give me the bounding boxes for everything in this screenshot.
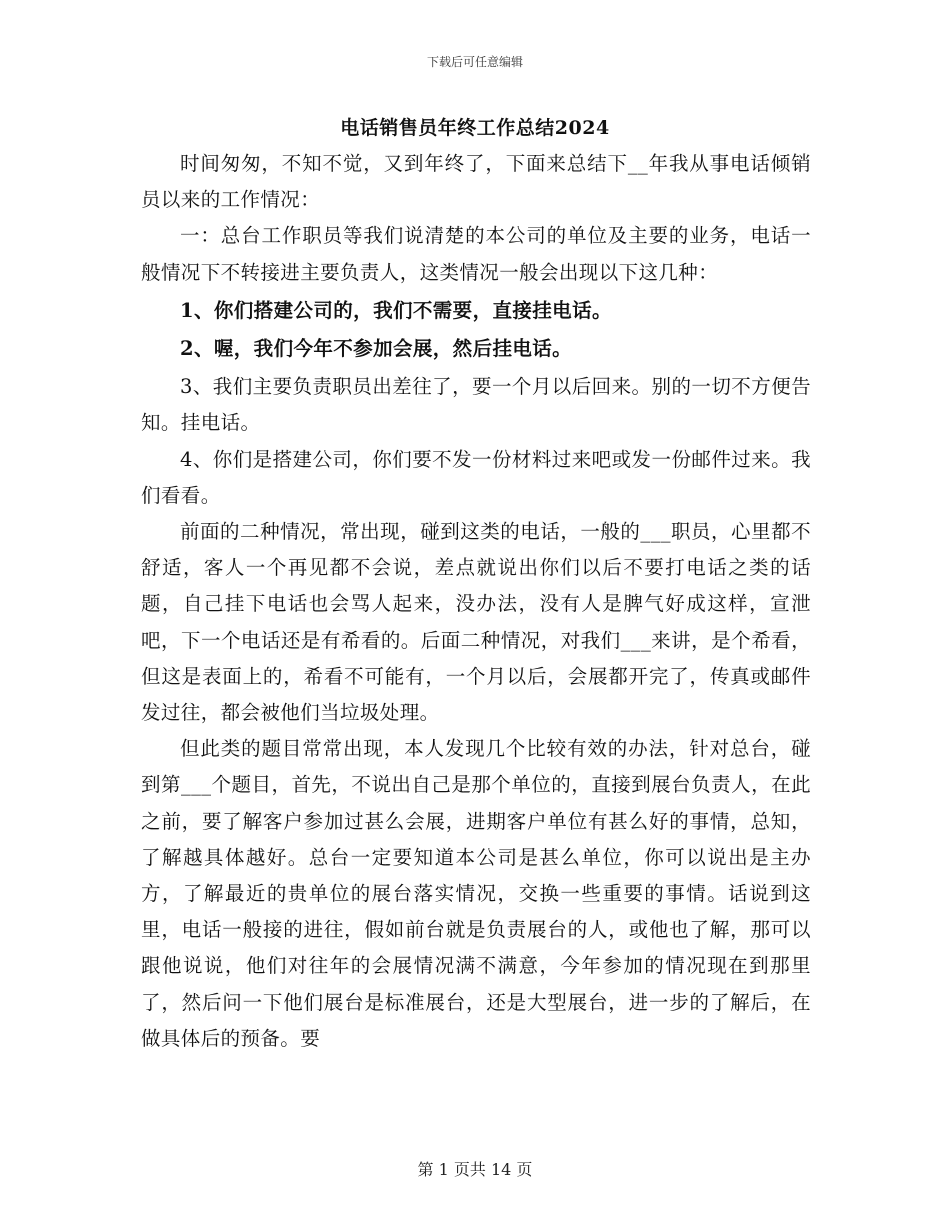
list-item-2: 2、喔，我们今年不参加会展，然后挂电话。 xyxy=(180,337,573,361)
list-item-4: 4、你们是搭建公司，你们要不发一份材料过来吧或发一份邮件过来。我们看看。 xyxy=(141,447,811,507)
paragraph-intro: 时间匆匆，不知不觉，又到年终了，下面来总结下__年我从事电话倾销员以来的工作情况： xyxy=(141,152,811,212)
document-body xyxy=(141,146,811,1057)
page-number: 第 1 页共 14 页 xyxy=(417,1160,533,1179)
header-note: 下载后可任意编辑 xyxy=(426,55,523,69)
paragraph-analysis: 前面的二种情况，常出现，碰到这类的电话，一般的___职员，心里都不舒适，客人一个再见都不会说，差点就说出你们以后不要打电话之类的话题，自己挂下电话也会骂人起来，没办法，没有人是脾气好成这样，宣泄吧，下一个电话还是有希看的。后面二种情况，对我们___来讲，是个希看，但这是表面上的，希看不可能有，一个月以后，会展都开完了，传真或邮件发过往，都会被他们当垃圾处理。 xyxy=(141,520,811,725)
paragraph-methods: 但此类的题目常常出现，本人发现几个比较有效的办法，针对总台，碰到第___个题目，首先，不说出自己是那个单位的，直接到展台负责人，在此之前，要了解客户参加过甚么会展，进期客户单位有甚么好的事情，总知，了解越具体越好。总台一定要知道本公司是甚么单位，你可以说出是主办方，了解最近的贵单位的展台落实情况，交换一些重要的事情。话说到这里，电话一般接的进往，假如前台就是负责展台的人，或他也了解，那可以跟他说说，他们对往年的会展情况满不满意，今年参加的情况现在到那里了，然后问一下他们展台是标准展台，还是大型展台，进一步的了解后，在做具体后的预备。要 xyxy=(141,737,811,1050)
paragraph-section-one: 一：总台工作职员等我们说清楚的本公司的单位及主要的业务，电话一般情况下不转接进主要负责人，这类情况一般会出现以下这几种： xyxy=(141,224,811,284)
document-title: 电话销售员年终工作总结2024 xyxy=(340,117,610,139)
list-item-3: 3、我们主要负责职员出差往了，要一个月以后回来。别的一切不方便告知。挂电话。 xyxy=(141,375,811,435)
list-item-1: 1、你们搭建公司的，我们不需要，直接挂电话。 xyxy=(180,298,612,322)
